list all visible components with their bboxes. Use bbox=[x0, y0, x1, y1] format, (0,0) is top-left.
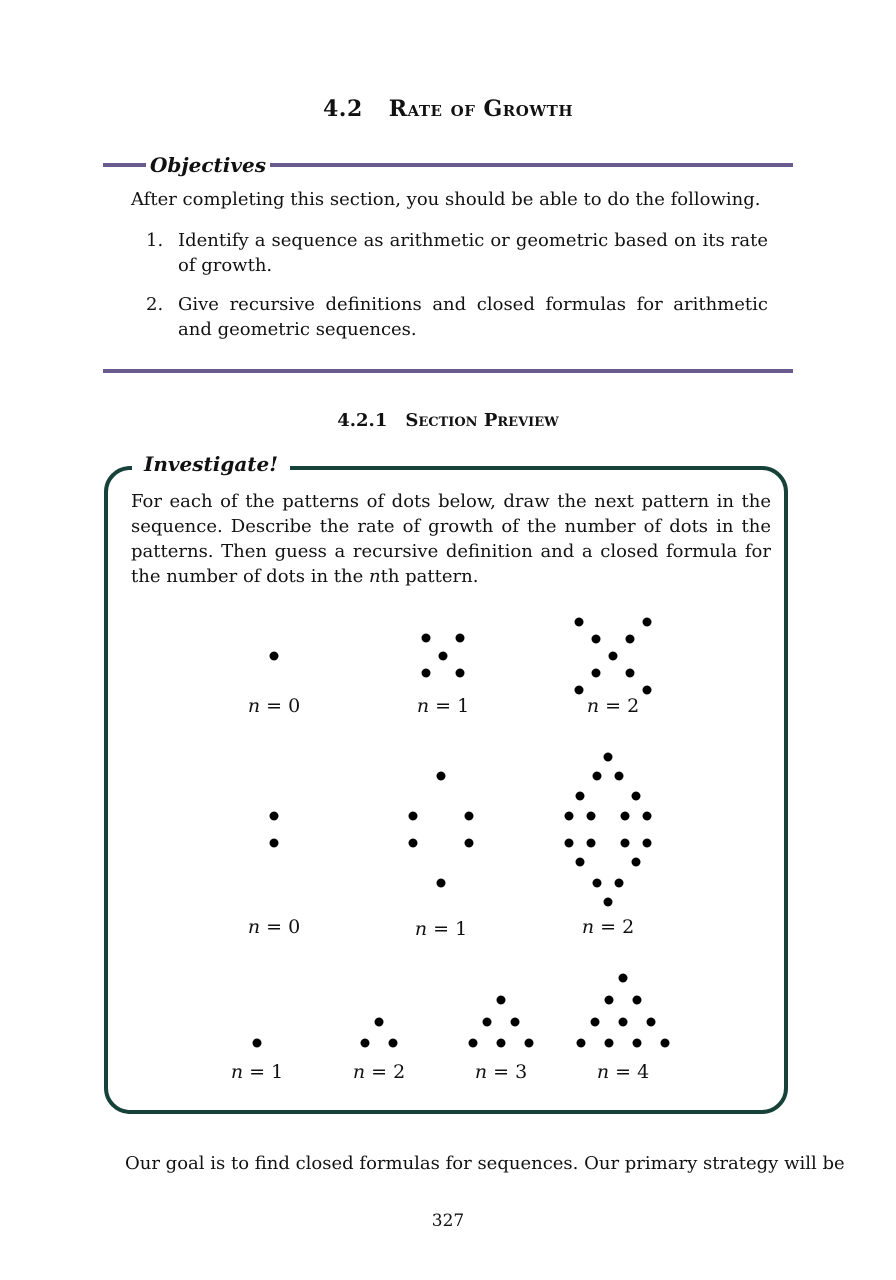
objective-number: 1. bbox=[146, 230, 164, 251]
dot bbox=[270, 652, 279, 661]
pattern-label: n = 3 bbox=[474, 1061, 528, 1083]
pattern-label: n = 2 bbox=[586, 695, 640, 717]
pattern-label: n = 0 bbox=[247, 695, 301, 717]
subsection-name: Section Preview bbox=[405, 410, 559, 431]
dot bbox=[497, 996, 506, 1005]
investigate-text-main: For each of the patterns of dots below, draw the next pattern in the sequence. Describe the rate of growth of the number of dots in the patterns. Then guess a recursive definition and a closed formula for the number of dots in the bbox=[131, 491, 771, 587]
pattern-label: n = 4 bbox=[596, 1061, 650, 1083]
dot bbox=[647, 1018, 656, 1027]
dot bbox=[576, 858, 585, 867]
objectives-intro: After completing this section, you should be able to do the following. bbox=[131, 189, 761, 210]
dot bbox=[497, 1039, 506, 1048]
pattern-label: n = 2 bbox=[581, 916, 635, 938]
dot bbox=[609, 652, 618, 661]
dot bbox=[525, 1039, 534, 1048]
dot bbox=[576, 792, 585, 801]
dot bbox=[615, 772, 624, 781]
dot bbox=[456, 669, 465, 678]
dot bbox=[437, 879, 446, 888]
objective-text: Give recursive definitions and closed formulas for arithmetic and geometric sequences. bbox=[178, 294, 768, 340]
investigate-variable: n bbox=[369, 566, 381, 587]
dot bbox=[422, 634, 431, 643]
dot bbox=[605, 996, 614, 1005]
dot bbox=[615, 879, 624, 888]
dot bbox=[409, 839, 418, 848]
dot bbox=[587, 839, 596, 848]
page-number: 327 bbox=[431, 1211, 465, 1231]
dot bbox=[626, 635, 635, 644]
dot bbox=[593, 879, 602, 888]
investigate-label: Investigate! bbox=[132, 452, 290, 476]
dot bbox=[270, 812, 279, 821]
dot bbox=[389, 1039, 398, 1048]
dot bbox=[483, 1018, 492, 1027]
dot bbox=[632, 792, 641, 801]
dot bbox=[253, 1039, 262, 1048]
dot bbox=[592, 635, 601, 644]
pattern-label: n = 2 bbox=[352, 1061, 406, 1083]
dot bbox=[621, 839, 630, 848]
objectives-label: Objectives bbox=[146, 153, 270, 177]
dot bbox=[587, 812, 596, 821]
dot bbox=[575, 618, 584, 627]
dot bbox=[375, 1018, 384, 1027]
dot bbox=[565, 839, 574, 848]
dot bbox=[575, 686, 584, 695]
dot bbox=[361, 1039, 370, 1048]
dot bbox=[626, 669, 635, 678]
dot bbox=[643, 839, 652, 848]
dot bbox=[591, 1018, 600, 1027]
dot bbox=[565, 812, 574, 821]
pattern-label: n = 1 bbox=[414, 918, 468, 940]
dot bbox=[465, 839, 474, 848]
objective-text: Identify a sequence as arithmetic or geometric based on its rate of growth. bbox=[178, 230, 768, 276]
closing-paragraph: Our goal is to find closed formulas for sequences. Our primary strategy will be bbox=[125, 1153, 845, 1174]
dot bbox=[437, 772, 446, 781]
dot bbox=[619, 1018, 628, 1027]
dot bbox=[511, 1018, 520, 1027]
dot bbox=[633, 996, 642, 1005]
section-name: Rate of Growth bbox=[388, 96, 573, 122]
dot bbox=[469, 1039, 478, 1048]
section-number: 4.2 bbox=[322, 96, 363, 122]
dot bbox=[465, 812, 474, 821]
dot bbox=[456, 634, 465, 643]
dot bbox=[604, 898, 613, 907]
dot bbox=[592, 669, 601, 678]
dot bbox=[643, 686, 652, 695]
dot bbox=[577, 1039, 586, 1048]
objective-number: 2. bbox=[146, 294, 164, 315]
dot bbox=[633, 1039, 642, 1048]
pattern-label: n = 1 bbox=[416, 695, 470, 717]
dot bbox=[409, 812, 418, 821]
dot bbox=[270, 839, 279, 848]
subsection-number: 4.2.1 bbox=[337, 410, 388, 431]
dot bbox=[643, 812, 652, 821]
pattern-label: n = 1 bbox=[230, 1061, 284, 1083]
investigate-text-end: th pattern. bbox=[380, 566, 479, 587]
dot bbox=[643, 618, 652, 627]
dot bbox=[632, 858, 641, 867]
dot bbox=[661, 1039, 670, 1048]
dot bbox=[422, 669, 431, 678]
dot bbox=[604, 753, 613, 762]
dot bbox=[605, 1039, 614, 1048]
dot bbox=[593, 772, 602, 781]
dot bbox=[619, 974, 628, 983]
dot bbox=[621, 812, 630, 821]
dot bbox=[439, 652, 448, 661]
pattern-label: n = 0 bbox=[247, 916, 301, 938]
